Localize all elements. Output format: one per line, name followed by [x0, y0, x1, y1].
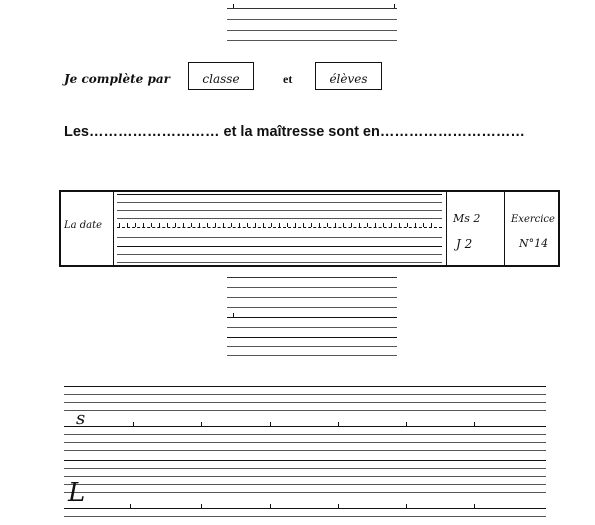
connector-et: et	[283, 72, 293, 86]
date-guide-tick	[279, 223, 280, 227]
date-guide-tick	[343, 223, 344, 227]
date-guide-tick	[311, 223, 312, 227]
date-guide-tick	[199, 223, 200, 227]
date-guide-tick	[135, 223, 136, 227]
word-eleves: élèves	[329, 72, 368, 86]
word-box-classe	[188, 62, 254, 90]
date-guide-tick	[303, 223, 304, 227]
date-guide-tick	[119, 223, 120, 227]
word-classe: classe	[202, 72, 240, 86]
date-guide-tick	[335, 223, 336, 227]
date-guide-tick	[143, 223, 144, 227]
date-guide-tick	[351, 223, 352, 227]
date-guide-tick	[359, 223, 360, 227]
exercise-label: Exercice	[511, 214, 555, 225]
model-letter-s: s	[76, 408, 86, 429]
date-guide-tick	[255, 223, 256, 227]
date-guide-tick	[319, 223, 320, 227]
date-guide-tick	[287, 223, 288, 227]
date-guide-tick	[415, 223, 416, 227]
date-guide-tick	[159, 223, 160, 227]
model-letter-l: L	[68, 478, 86, 508]
word-box-eleves	[315, 62, 382, 90]
date-guide-tick	[239, 223, 240, 227]
exercise-number: N°14	[519, 237, 549, 250]
date-guide-tick	[407, 223, 408, 227]
date-guide-tick	[391, 223, 392, 227]
date-guide-tick	[223, 223, 224, 227]
date-guide-tick	[295, 223, 296, 227]
date-guide-tick	[175, 223, 176, 227]
date-guide-tick	[167, 223, 168, 227]
date-guide-tick	[431, 223, 432, 227]
ms-label: Ms 2	[453, 212, 481, 225]
date-guide-tick	[383, 223, 384, 227]
date-guide-tick	[375, 223, 376, 227]
date-guide-tick	[247, 223, 248, 227]
date-guide-tick	[231, 223, 232, 227]
date-guide-tick	[151, 223, 152, 227]
date-guide-tick	[423, 223, 424, 227]
date-guide-tick	[215, 223, 216, 227]
date-guide-tick	[183, 223, 184, 227]
date-guide-tick	[207, 223, 208, 227]
date-guide-tick	[327, 223, 328, 227]
date-guide-tick	[127, 223, 128, 227]
instruction-label: Je complète par	[64, 72, 170, 86]
date-label: La date	[64, 220, 103, 231]
date-table	[59, 190, 560, 267]
date-guide-tick	[271, 223, 272, 227]
fill-sentence: Les……………………… et la maîtresse sont en…………………………	[64, 124, 525, 140]
date-guide-tick	[191, 223, 192, 227]
date-guide-tick	[399, 223, 400, 227]
date-guide-tick	[367, 223, 368, 227]
date-guide-tick	[263, 223, 264, 227]
j-label: J 2	[456, 237, 473, 251]
